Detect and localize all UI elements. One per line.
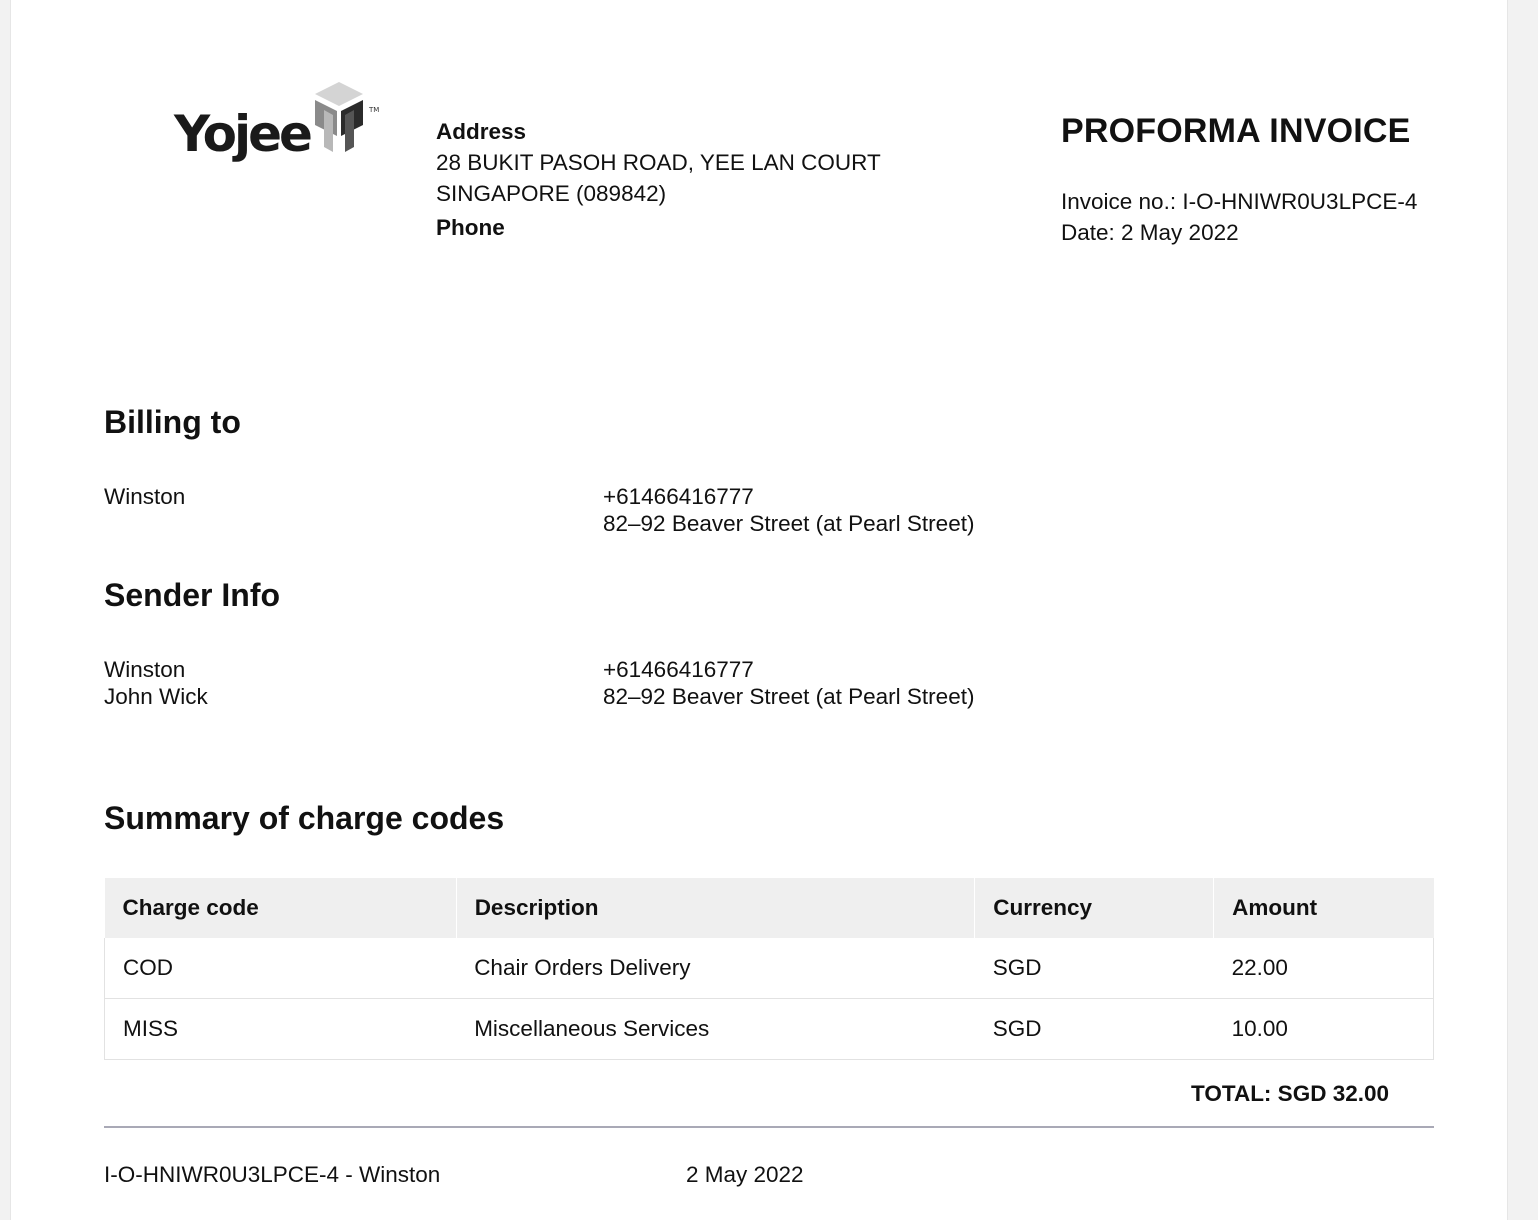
billing-phone: +61466416777 [603,484,754,509]
billing-heading: Billing to [104,404,241,440]
description-cell: Miscellaneous Services [456,999,975,1060]
charges-heading: Summary of charge codes [104,800,505,836]
logo-wordmark: Yojee [174,105,310,163]
address-line-2: SINGAPORE (089842) [436,181,667,206]
sender-name-col [104,656,208,710]
invoice-title: PROFORMA INVOICE [1061,112,1411,150]
company-address-block [436,116,881,243]
sender-phone: +61466416777 [603,657,754,682]
table-row [105,999,1434,1060]
amount-cell: 10.00 [1214,999,1434,1060]
billing-name: Winston [104,484,186,509]
invoice-date: Date: 2 May 2022 [1061,220,1239,245]
svg-text:TM: TM [369,106,380,114]
address-line-1: 28 BUKIT PASOH ROAD, YEE LAN COURT [436,150,881,175]
billing-address: 82–92 Beaver Street (at Pearl Street) [603,511,975,536]
charge-code-cell: MISS [105,999,457,1060]
amount-cell: 22.00 [1214,938,1434,999]
sender-address: 82–92 Beaver Street (at Pearl Street) [603,684,975,709]
footer-date: 2 May 2022 [686,1162,804,1187]
charges-table [104,878,1434,1060]
charge-code-cell: COD [105,938,457,999]
table-header-row [105,878,1434,938]
sender-contact: John Wick [104,684,208,709]
invoice-meta [1061,186,1417,248]
table-row [105,938,1434,999]
billing-name-col [104,483,185,510]
footer-divider [104,1126,1434,1128]
column-header: Amount [1214,878,1434,938]
address-label: Address [436,119,527,144]
invoice-number: Invoice no.: I-O-HNIWR0U3LPCE-4 [1061,189,1418,214]
description-cell: Chair Orders Delivery [456,938,975,999]
column-header: Currency [975,878,1214,938]
cube-logo-icon [307,80,387,162]
phone-label: Phone [436,215,505,240]
billing-contact-col [603,483,974,537]
currency-cell: SGD [975,999,1214,1060]
currency-cell: SGD [975,938,1214,999]
column-header: Charge code [105,878,457,938]
invoice-total: TOTAL: SGD 32.00 [1191,1081,1389,1106]
sender-name: Winston [104,657,186,682]
sender-contact-col [603,656,974,710]
invoice-page [10,0,1508,1220]
sender-heading: Sender Info [104,577,281,613]
column-header: Description [456,878,975,938]
footer-reference: I-O-HNIWR0U3LPCE-4 - Winston [104,1162,441,1187]
company-logo [174,80,384,170]
